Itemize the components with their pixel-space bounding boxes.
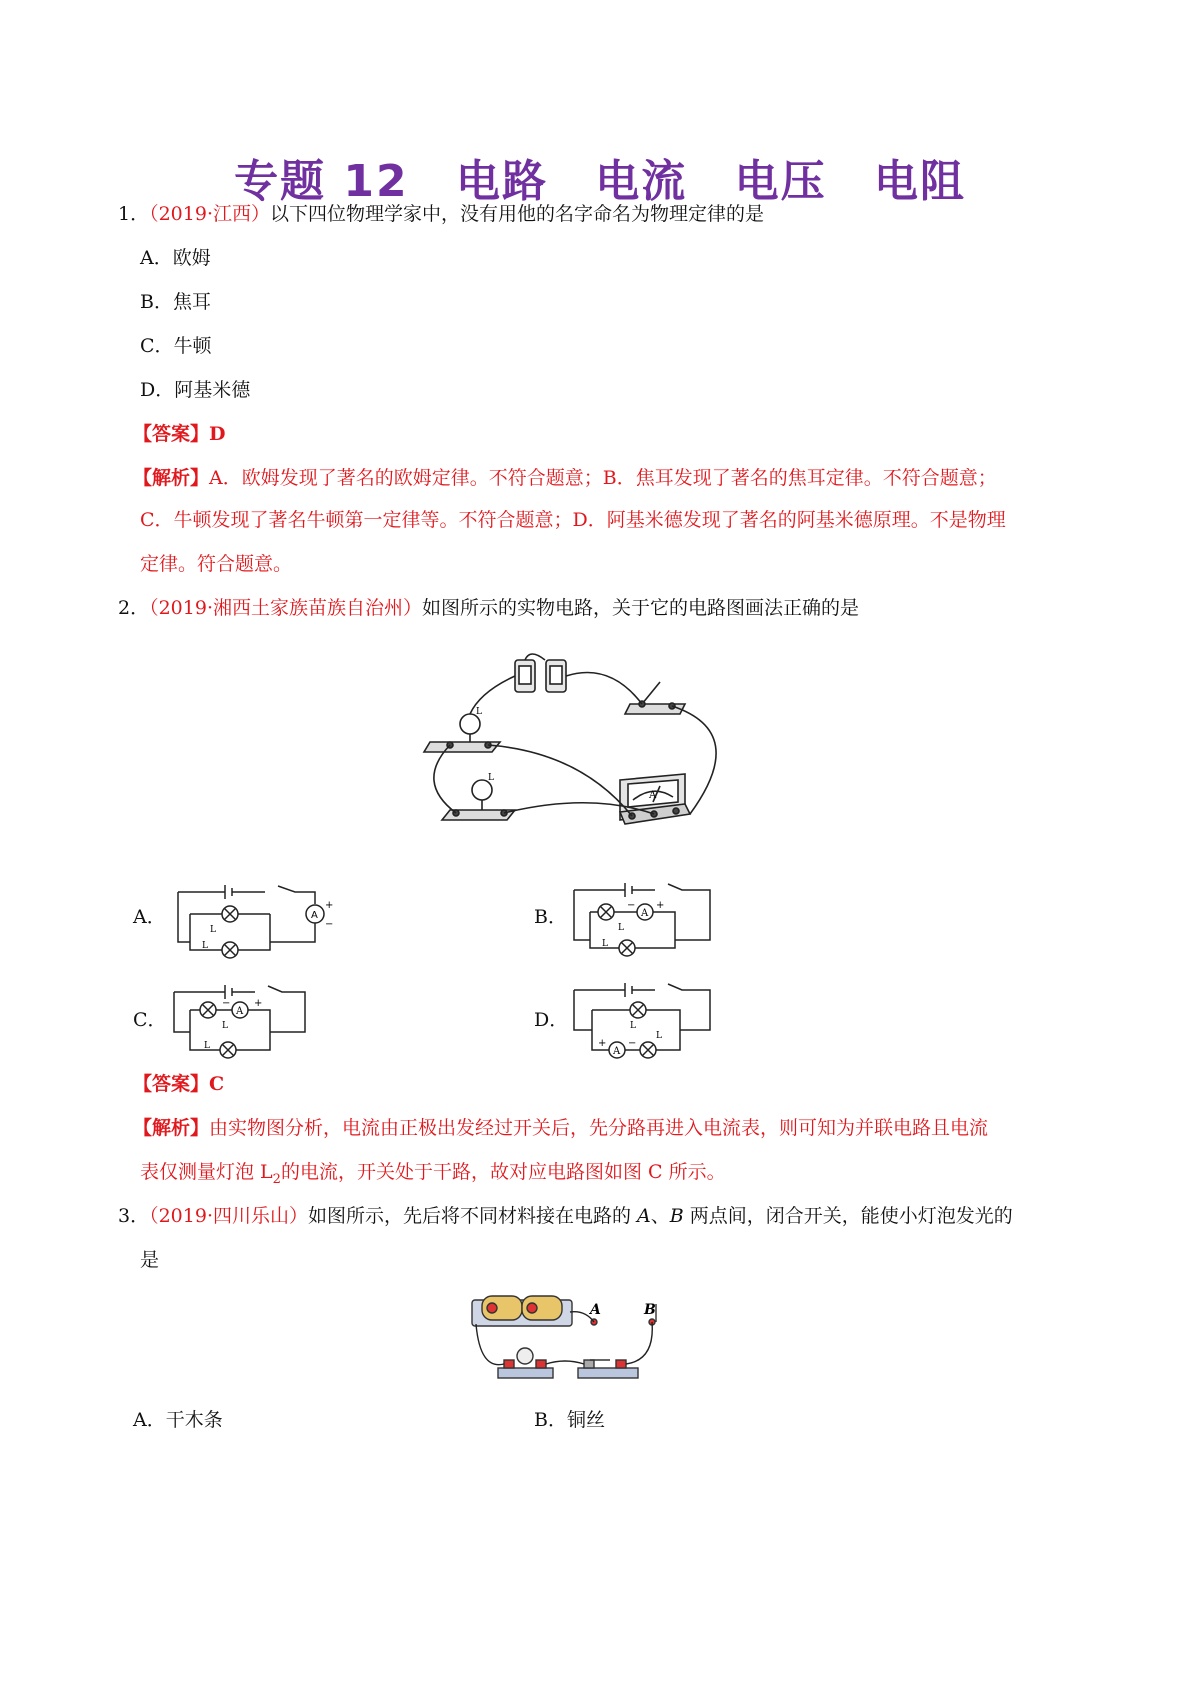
fig-label-l2: L: [476, 707, 482, 717]
q2-analysis-text1: 由实物图分析，电流由正极出发经过开关后，先分路再进入电流表，则可知为并联电路且电流: [209, 1117, 989, 1139]
q1-source: （2019·江西）: [149, 203, 270, 225]
q3-point-a: A: [637, 1205, 651, 1227]
page-title: [0, 145, 1200, 209]
q3-fig-label-a: A: [590, 1302, 601, 1318]
q2-option-a: A．: [133, 906, 166, 928]
q1-analysis-text1: A．欧姆发现了著名的欧姆定律。不符合题意；B．焦耳发现了著名的焦耳定律。不符合题意；: [209, 467, 997, 489]
diagram-b-ammeter-label: A: [641, 908, 649, 919]
diagram-b-l2: L: [602, 939, 608, 949]
q1-option-d: D．阿基米德: [140, 379, 251, 401]
q3-stem-b: 两点间，闭合开关，能使小灯泡发光的: [683, 1205, 1013, 1227]
q2-analysis-text2b: 的电流，开关处于干路，故对应电路图如图 C 所示。: [280, 1161, 726, 1183]
q2-analysis-sub: 2: [272, 1171, 281, 1187]
title-word-voltage: 电压: [734, 156, 827, 207]
q1-stem-line: [118, 202, 764, 226]
fig-label-l1: L: [488, 773, 494, 783]
q3-stem-line: [118, 1204, 1013, 1228]
q3-stem-a: 如图所示，先后将不同材料接在电路的: [308, 1205, 638, 1227]
q2-analysis-text2a: 表仅测量灯泡 L: [140, 1161, 273, 1183]
q1-stem: 以下四位物理学家中，没有用他的名字命名为物理定律的是: [270, 203, 765, 225]
q3-option-a: A．干木条: [133, 1409, 223, 1431]
diagram-c-ammeter-label: A: [236, 1006, 244, 1017]
q3-number: 3．: [118, 1205, 150, 1227]
q3-stem-line2: 是: [140, 1249, 160, 1271]
q1-option-a: A．欧姆: [140, 247, 211, 269]
q1-option-c: C．牛顿: [140, 335, 212, 357]
diagram-b-l1: L: [618, 923, 624, 933]
q3-option-b: B．铜丝: [534, 1409, 605, 1431]
diagram-d-l1: L: [656, 1031, 662, 1041]
title-word-current: 电流: [595, 156, 688, 207]
q1-analysis-text3: 定律。符合题意。: [140, 553, 293, 575]
q2-analysis-tag: 【解析】: [133, 1117, 210, 1139]
title-word-resistance: 电阻: [873, 156, 966, 207]
q2-circuit-diagram-c: [170, 982, 330, 1062]
diagram-a-minus: −: [325, 919, 334, 930]
q1-answer: D: [209, 423, 226, 445]
q2-answer-line: [133, 1072, 224, 1096]
q3-point-b: B: [669, 1205, 684, 1227]
q2-number: 2．: [118, 597, 150, 619]
q2-analysis-line1: [133, 1116, 988, 1140]
diagram-a-plus: +: [325, 900, 334, 911]
q2-stem-line: [118, 596, 859, 620]
q3-source: （2019·四川乐山）: [149, 1205, 308, 1227]
diagram-c-minus: −: [222, 998, 231, 1009]
q2-physical-circuit-figure: [420, 652, 740, 834]
diagram-c-l1: L: [204, 1041, 210, 1051]
q2-option-c: C．: [133, 1009, 167, 1031]
title-topic-number: 专题 12: [234, 156, 409, 207]
q2-circuit-diagram-a: [170, 882, 334, 962]
diagram-d-minus: −: [628, 1038, 637, 1049]
q3-fig-label-b: B: [644, 1302, 656, 1318]
q1-analysis-tag: 【解析】: [133, 467, 210, 489]
q2-source: （2019·湘西土家族苗族自治州）: [149, 597, 422, 619]
diagram-b-minus: −: [627, 900, 636, 911]
q2-analysis-line2: [140, 1160, 726, 1192]
q3-circuit-figure: [470, 1290, 690, 1390]
diagram-b-plus: +: [656, 900, 665, 911]
diagram-a-l1: L: [210, 925, 216, 935]
q1-analysis-text2: C．牛顿发现了著名牛顿第一定律等。不符合题意；D．阿基米德发现了著名的阿基米德原理。不是物理: [140, 509, 1006, 531]
diagram-d-l2: L: [630, 1021, 636, 1031]
q2-stem: 如图所示的实物电路，关于它的电路图画法正确的是: [422, 597, 860, 619]
q3-stem-sep: 、: [650, 1205, 670, 1227]
q1-answer-line: [133, 422, 226, 446]
diagram-a-l2: L: [202, 941, 208, 951]
q2-circuit-diagram-b: [570, 880, 730, 960]
q1-option-b: B．焦耳: [140, 291, 211, 313]
q2-answer: C: [209, 1073, 225, 1095]
diagram-a-ammeter-label: A: [311, 910, 318, 921]
title-word-circuit: 电路: [455, 156, 548, 207]
diagram-c-l2: L: [222, 1021, 228, 1031]
q1-number: 1．: [118, 203, 150, 225]
q2-option-b: B．: [534, 906, 567, 928]
q1-answer-tag: 【答案】: [133, 423, 210, 445]
q2-circuit-diagram-d: [570, 980, 730, 1064]
q1-analysis-line1: [133, 466, 997, 490]
diagram-d-ammeter-label: A: [613, 1046, 621, 1057]
diagram-d-plus: +: [598, 1038, 607, 1049]
diagram-c-plus: +: [254, 998, 263, 1009]
q2-option-d: D．: [534, 1009, 569, 1031]
q2-answer-tag: 【答案】: [133, 1073, 210, 1095]
fig-ammeter-label: A: [649, 790, 657, 801]
